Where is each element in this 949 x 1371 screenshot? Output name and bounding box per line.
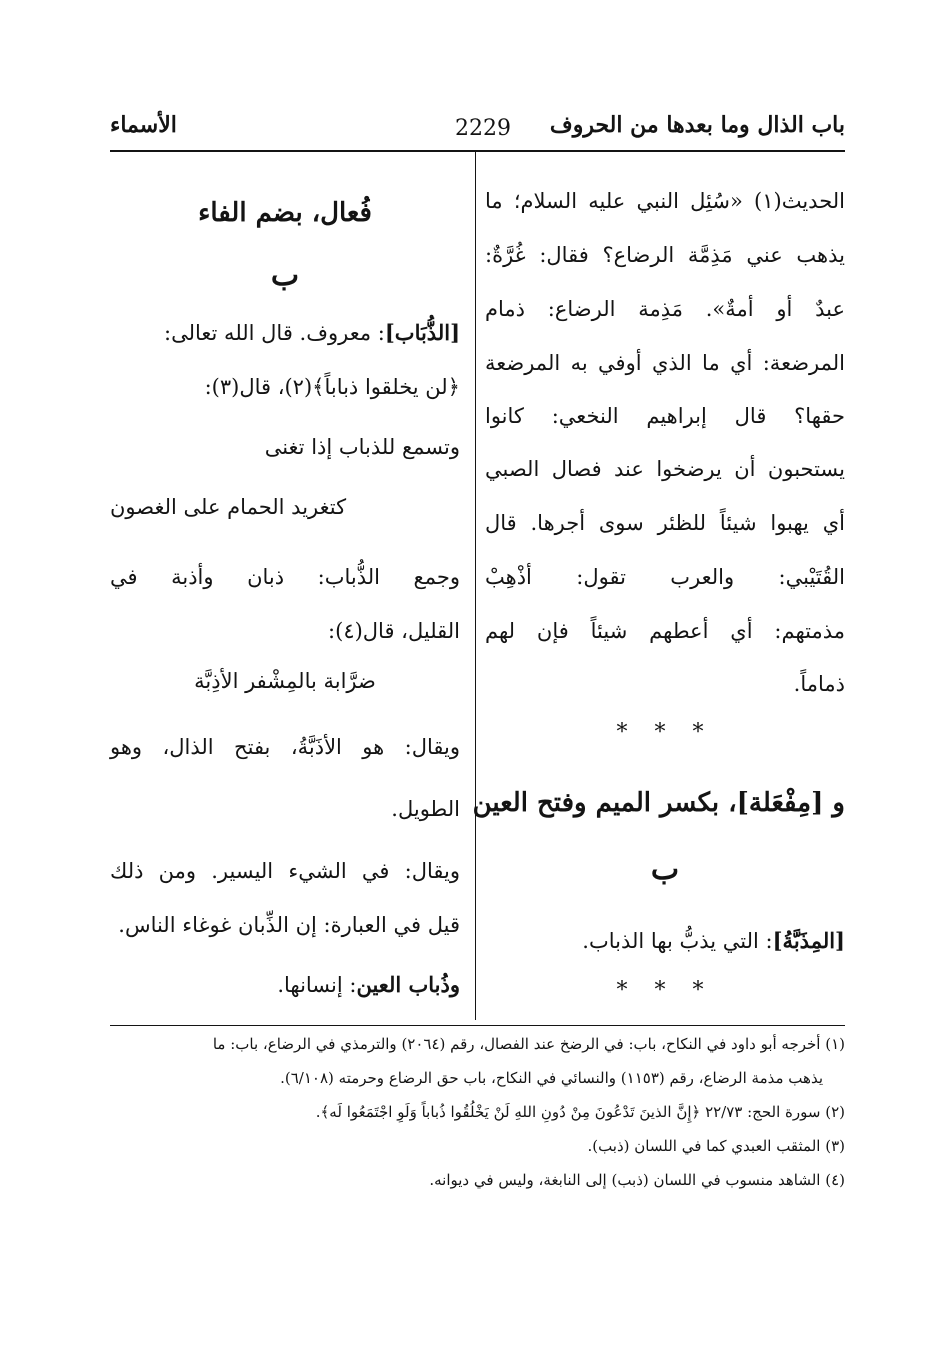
verse-line: ضرَّابة بالمِشْفر الأذِبَّة	[194, 669, 376, 693]
entry-definition: : إنسانها.	[277, 973, 357, 997]
text-line: يذهب عني مَذِمَّة الرضاع؟ فقال: غُرَّةٌ:	[485, 243, 845, 267]
footnote: (٤) الشاهد منسوب في اللسان (ذبب) إلى النابغة، وليس في ديوانه.	[429, 1171, 845, 1189]
verse-line: كتغريد الحمام على الغصون	[110, 495, 347, 519]
text-line: أي يهبوا شيئاً للظئر سوى أجرها. قال	[485, 511, 845, 535]
entry-line	[277, 972, 460, 998]
text-line: الحديث(١) «سُئِل النبي عليه السلام؛ ما	[485, 189, 845, 213]
header-rule	[110, 150, 845, 152]
chapter-title: باب الذال وما بعدها من الحروف	[549, 112, 845, 138]
entry-line	[164, 320, 460, 346]
entry-term: [الذُّبَاب]	[384, 320, 460, 345]
page-number: 2229	[455, 116, 511, 141]
footnote-rule	[110, 1025, 845, 1026]
running-header	[110, 112, 845, 148]
section-separator: * * *	[616, 720, 714, 745]
entry-definition: : التي يذبُّ بها الذباب.	[582, 929, 773, 953]
section-separator: * * *	[616, 978, 714, 1003]
footnote: يذهب مذمة الرضاع، رقم (١١٥٣) والنسائي في النكاح، باب حق الرضاع وحرمته (٦/١٠٨).	[280, 1069, 823, 1087]
footnote: (١) أخرجه أبو داود في النكاح، باب: في الرضخ عند الفصال، رقم (٢٠٦٤) والترمذي في الرضاع، باب: ما	[212, 1035, 845, 1053]
text-line: القُتَيْبي: والعرب تقول: أذْهِبْ	[485, 565, 845, 589]
text-line: ذماماً.	[793, 672, 845, 696]
section-heading: فُعال، بضم الفاء	[198, 198, 372, 228]
quran-quote: ﴿لن يخلقوا ذباباً﴾(٢)، قال(٣):	[204, 375, 460, 399]
entry-term: وذُباب العين	[356, 972, 460, 997]
text-line: يستحبون أن يرضخوا عند فصال الصبي	[485, 457, 845, 481]
column-divider	[475, 152, 476, 1020]
letter-subheading: ب	[650, 852, 680, 887]
text-line: عبدٌ أو أمةٌ». مَذِمة الرضاع: ذمام	[485, 297, 845, 321]
text-line: وجمع الذُّباب: ذبان وأذبة في	[110, 565, 460, 589]
text-line: القليل، قال(٤):	[328, 619, 460, 643]
letter-subheading: ب	[270, 258, 300, 293]
entry-definition: : معروف. قال الله تعالى:	[164, 321, 385, 345]
text-line: حقها؟ قال إبراهيم النخعي: كانوا	[485, 404, 845, 428]
section-title: الأسماء	[110, 112, 177, 138]
text-line: المرضعة: أي ما الذي أوفي به المرضعة	[485, 351, 845, 375]
footnote: (٢) سورة الحج: ٢٢/٧٣ ﴿إِنَّ الذينَ تَدْعُونَ مِنْ دُونِ اللهِ لَنْ يَخْلُقُوا ذُباباً وَلَوِ اجْتَمَعُوا لَه﴾.	[315, 1103, 845, 1121]
footnote: (٣) المثقب العبدي كما في اللسان (ذبب).	[587, 1137, 845, 1155]
entry-term: [المِذَبَّةُ]	[772, 928, 845, 953]
text-line: ويقال: في الشيء اليسير. ومن ذلك	[110, 859, 460, 883]
section-heading: و [مِفْعَلة]، بكسر الميم وفتح العين	[472, 788, 845, 818]
text-line: مذمتهم: أي أعطهم شيئاً فإن لهم	[485, 619, 845, 643]
verse-line: وتسمع للذباب إذا تغنى	[264, 435, 460, 459]
text-line: ويقال: هو الأذَبَّةُ، بفتح الذال، وهو	[110, 735, 460, 759]
entry-line	[582, 928, 845, 954]
text-line: قيل في العبارة: إن الذِّبان غوغاء الناس.	[118, 913, 460, 937]
text-line: الطويل.	[391, 797, 460, 821]
